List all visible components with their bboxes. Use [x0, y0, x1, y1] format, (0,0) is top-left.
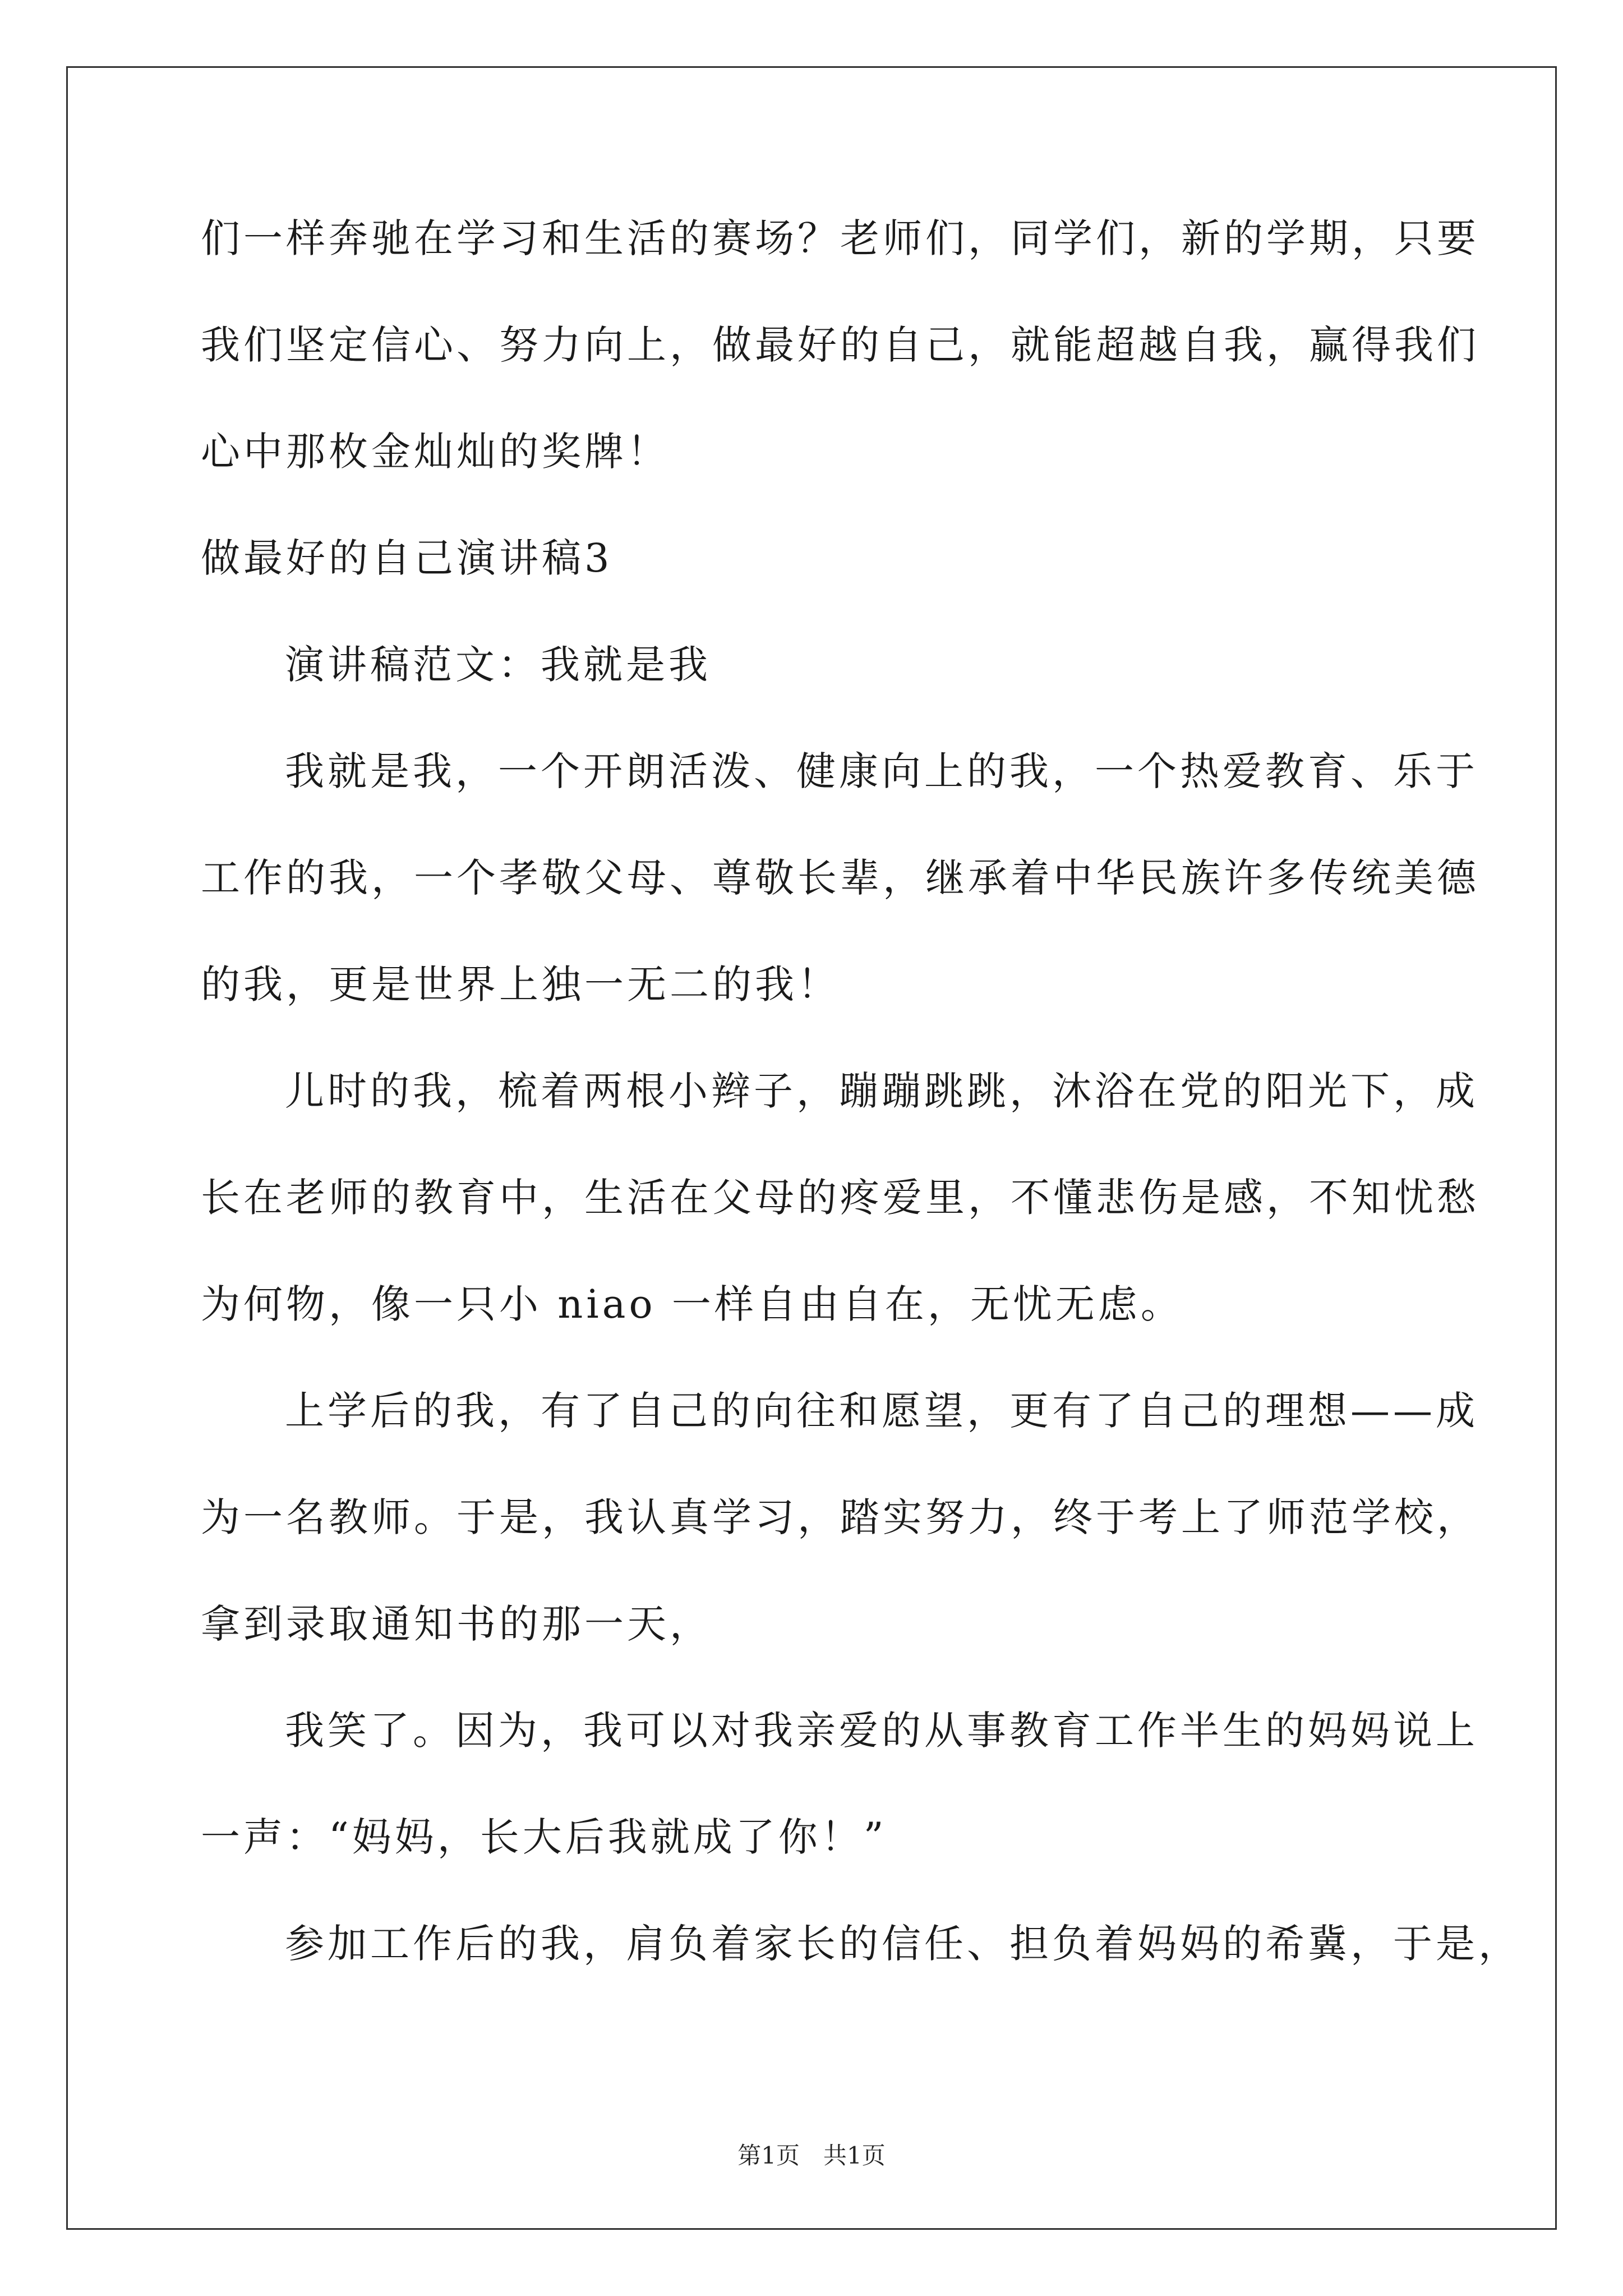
paragraph-start: 参加工作后的我，肩负着家长的信任、担负着妈妈的希冀，于是， [285, 1921, 1521, 1967]
body-line: 我们坚定信心、努力向上，做最好的自己，就能超越自我，赢得我们 [201, 322, 1479, 368]
body-line: 为何物，像一只小 niao 一样自由自在，无忧无虑。 [201, 1281, 1183, 1327]
body-line: 心中那枚金灿灿的奖牌！ [201, 429, 670, 475]
body-line: 拿到录取通知书的那一天， [201, 1601, 712, 1647]
body-line: 为一名教师。于是，我认真学习，踏实努力，终于考上了师范学校， [201, 1494, 1479, 1540]
paragraph-start: 上学后的我，有了自己的向往和愿望，更有了自己的理想——成 [285, 1388, 1478, 1434]
paragraph-start: 儿时的我，梳着两根小辫子，蹦蹦跳跳，沐浴在党的阳光下，成 [285, 1068, 1478, 1114]
document-body [201, 215, 1521, 2031]
paragraph-start: 我笑了。因为，我可以对我亲爱的从事教育工作半生的妈妈说上 [285, 1708, 1478, 1754]
body-line: 长在老师的教育中，生活在父母的疼爱里，不懂悲伤是感，不知忧愁 [201, 1175, 1479, 1221]
speech-title: 演讲稿范文：我就是我 [285, 642, 711, 688]
page-number-footer: 第1页 共1页 [737, 2142, 886, 2169]
body-line: 一声：“妈妈，长大后我就成了你！” [201, 1814, 887, 1860]
body-line: 的我，更是世界上独一无二的我！ [201, 961, 840, 1007]
section-heading: 做最好的自己演讲稿3 [201, 535, 613, 581]
body-line: 们一样奔驰在学习和生活的赛场？老师们，同学们，新的学期，只要 [201, 215, 1479, 261]
body-line: 工作的我，一个孝敬父母、尊敬长辈，继承着中华民族许多传统美德 [201, 855, 1479, 901]
paragraph-start: 我就是我，一个开朗活泼、健康向上的我，一个热爱教育、乐于 [285, 748, 1478, 794]
